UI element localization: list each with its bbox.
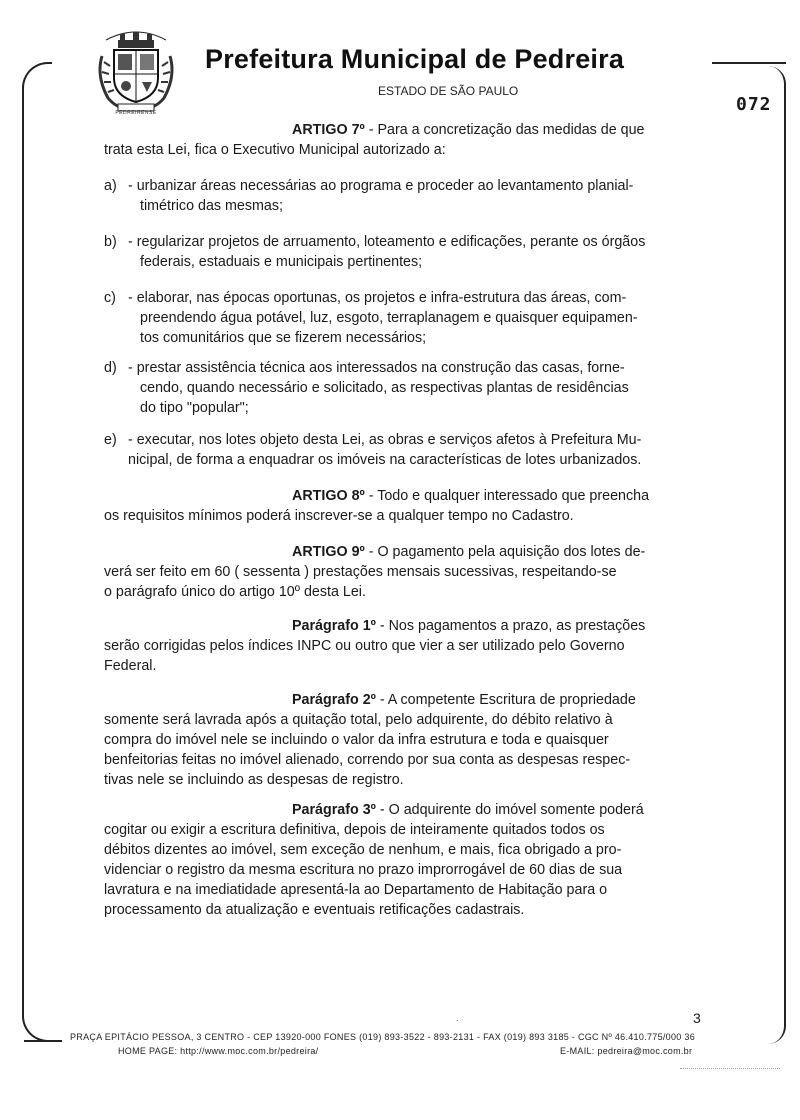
- list-item-line: - urbanizar áreas necessárias ao programa e proceder ao levantamento planial-: [128, 178, 634, 194]
- list-item-line: - prestar assistência técnica aos interessados na construção das casas, forne-: [128, 360, 625, 376]
- page-frame-bottom-left: [24, 1040, 62, 1042]
- paragrafo-2-heading: Parágrafo 2º: [292, 692, 376, 708]
- list-item: [104, 176, 698, 216]
- paragrafo-3: [104, 800, 698, 920]
- paragrafo-3-text-cont: débitos dizentes ao imóvel, sem exceção de nenhum, e mais, fica obrigado a pro-: [104, 842, 622, 858]
- list-item: [104, 288, 698, 348]
- paragrafo-3-heading: Parágrafo 3º: [292, 802, 376, 818]
- paragrafo-2-text-cont: benfeitorias feitas no imóvel alienado, correndo por sua conta as despesas respec-: [104, 752, 631, 768]
- list-item-line: - regularizar projetos de arruamento, loteamento e edificações, perante os órgãos: [128, 234, 646, 250]
- paragrafo-1: [104, 616, 698, 676]
- crest-bottom-text: PEDREIRENSE: [115, 110, 157, 116]
- artigo-9-text: - O pagamento pela aquisição dos lotes de-: [364, 544, 646, 560]
- artigo-8-text-cont: os requisitos mínimos poderá inscrever-se a qualquer tempo no Cadastro.: [104, 508, 574, 524]
- footer-email: E-MAIL: pedreira@moc.com.br: [560, 1046, 693, 1056]
- artigo-7-heading: ARTIGO 7º: [292, 122, 365, 138]
- artigo-7-text: - Para a concretização das medidas de que: [364, 122, 645, 138]
- paragrafo-3-text-cont: videnciar o registro da mesma escritura no prazo improrrogável de 60 dias de sua: [104, 862, 623, 878]
- paragrafo-2-text-cont: tivas nele se incluindo as despesas de registro.: [104, 772, 404, 788]
- page-frame-right: [766, 66, 786, 1044]
- paragrafo-2: [104, 690, 698, 790]
- artigo-8-text: - Todo e qualquer interessado que preencha: [364, 488, 650, 504]
- crest-caption: [88, 110, 184, 116]
- artigo-9-text-cont: verá ser feito em 60 ( sessenta ) prestações mensais sucessivas, respeitando-se: [104, 564, 617, 580]
- paragrafo-3-text-cont: cogitar ou exigir a escritura definitiva, depois de inteiramente quitados todos os: [104, 822, 605, 838]
- paragrafo-3-text: - O adquirente do imóvel somente poderá: [375, 802, 644, 818]
- state-subtitle: ESTADO DE SÃO PAULO: [378, 84, 519, 98]
- list-item-marker: c): [104, 290, 116, 306]
- list-item-line: preendendo água potável, luz, esgoto, terraplanagem e quaisquer equipamen-: [140, 310, 638, 326]
- artigo-9-heading: ARTIGO 9º: [292, 544, 365, 560]
- paragrafo-2-text: - A competente Escritura de propriedade: [375, 692, 636, 708]
- footer-address: PRAÇA EPITÁCIO PESSOA, 3 CENTRO - CEP 13920-000 FONES (019) 893-3522 - 893-2131 - FAX (019) 893 3185 - CGC Nº 46.410.775/000 36: [70, 1032, 696, 1042]
- municipal-crest-icon: [96, 26, 176, 116]
- page-title: Prefeitura Municipal de Pedreira: [205, 44, 625, 74]
- page-number: 3: [693, 1010, 701, 1026]
- paragrafo-1-text-cont: serão corrigidas pelos índices INPC ou outro que vier a ser utilizado pelo Governo: [104, 638, 625, 654]
- page-frame-top-right: [712, 62, 786, 64]
- paragrafo-1-text-cont: Federal.: [104, 658, 157, 674]
- list-item-marker: a): [104, 178, 117, 194]
- list-item-line: - elaborar, nas épocas oportunas, os projetos e infra-estrutura das áreas, com-: [128, 290, 627, 306]
- list-item-line: do tipo "popular";: [140, 400, 249, 416]
- list-item: [104, 358, 698, 418]
- list-item-line: timétrico das mesmas;: [140, 198, 284, 214]
- artigo-8-heading: ARTIGO 8º: [292, 488, 365, 504]
- artigo-8: [104, 486, 698, 526]
- paragrafo-2-text-cont: somente será lavrada após a quitação total, pelo adquirente, do débito relativo à: [104, 712, 613, 728]
- paragrafo-2-text-cont: compra do imóvel nele se incluindo o valor da infra estrutura e toda e quaisquer: [104, 732, 609, 748]
- scan-speck: .: [456, 1013, 459, 1024]
- artigo-9: [104, 542, 698, 602]
- paragrafo-1-heading: Parágrafo 1º: [292, 618, 376, 634]
- list-item-marker: b): [104, 234, 117, 250]
- list-item-line: nicipal, de forma a enquadrar os imóveis na características de lotes urbanizados.: [128, 452, 642, 468]
- list-item: [104, 430, 698, 470]
- footer-home-page: HOME PAGE: http://www.moc.com.br/pedreira/: [118, 1046, 319, 1056]
- scan-noise-line: [680, 1068, 780, 1069]
- list-item-marker: e): [104, 432, 117, 448]
- list-item-line: - executar, nos lotes objeto desta Lei, as obras e serviços afetos à Prefeitura Mu-: [128, 432, 642, 448]
- paragrafo-3-text-cont: processamento da atualização e eventuais retificações cadastrais.: [104, 902, 525, 918]
- page-stamp-number: 072: [736, 94, 772, 115]
- list-item-line: federais, estaduais e municipais pertinentes;: [140, 254, 423, 270]
- paragrafo-1-text: - Nos pagamentos a prazo, as prestações: [375, 618, 646, 634]
- artigo-7-text-cont: trata esta Lei, fica o Executivo Municipal autorizado a:: [104, 142, 446, 158]
- artigo-9-text-cont: o parágrafo único do artigo 10º desta Lei.: [104, 584, 366, 600]
- list-item-line: cendo, quando necessário e solicitado, as respectivas plantas de residências: [140, 380, 629, 396]
- list-item: [104, 232, 698, 272]
- list-item-marker: d): [104, 360, 117, 376]
- paragrafo-3-text-cont: lavratura e na imediatidade apresentá-la ao Departamento de Habitação para o: [104, 882, 608, 898]
- page-frame-left: [22, 62, 52, 1042]
- artigo-7: [104, 120, 698, 160]
- list-item-line: tos comunitários que se fizerem necessários;: [140, 330, 427, 346]
